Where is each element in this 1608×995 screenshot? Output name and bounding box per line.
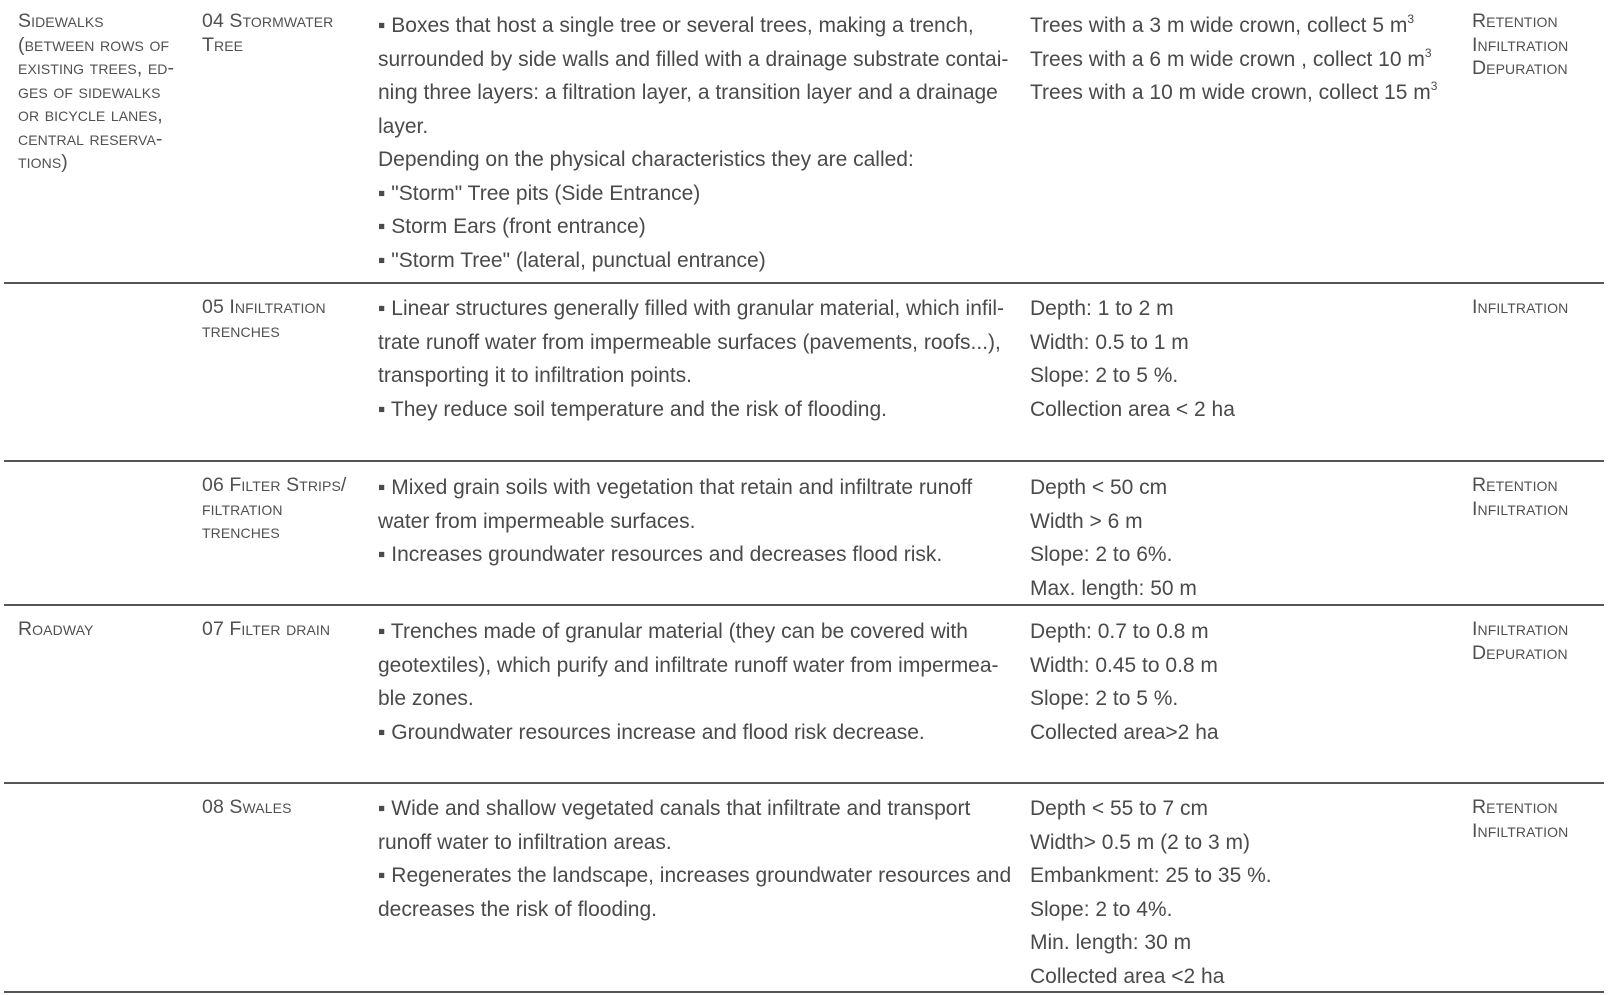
function-label: Depuration [1472,57,1568,79]
functions-cell [1472,474,1602,521]
dimension-line: Slope: 2 to 6%. [1030,543,1173,566]
row-divider [4,604,1604,606]
description-line: ▪ "Storm Tree" (lateral, punctual entrance) [378,248,766,272]
description-line: ▪ Increases groundwater resources and decreases flood risk. [378,543,943,566]
dimension-line: Slope: 2 to 5 %. [1030,364,1179,387]
dimensions-cell [1030,9,1450,110]
description-line: ▪ Regenerates the landscape, increases groundwater resources and [378,864,1012,887]
location-line: or bicycle lanes, [18,104,163,126]
description-cell [378,292,1010,426]
location-line: Sidewalks [18,10,104,32]
description-line: ▪ They reduce soil temperature and the risk of flooding. [378,397,888,421]
technique-name-line: Tree [202,33,244,56]
description-cell [378,9,1010,277]
dimension-line: Depth < 50 cm [1030,476,1168,499]
dimension-line: Width> 0.5 m (2 to 3 m) [1030,830,1250,854]
row-divider [4,782,1604,784]
technique-name [202,10,367,57]
dimension-line: Trees with a 3 m wide crown, collect 5 $m^3$ [1030,12,1415,37]
technique-name-line: 07 Filter drain [202,618,331,640]
dimensions-cell [1030,615,1450,749]
functions-cell [1472,796,1602,843]
description-line: water from impermeable surfaces. [378,509,696,533]
dimension-line: Depth: 1 to 2 m [1030,297,1174,320]
dimensions-cell [1030,792,1450,993]
description-cell [378,615,1010,749]
dimension-line: Min. length: 30 m [1030,931,1192,954]
location-line: central reserva- [18,127,163,150]
technique-name-line: trenches [202,521,280,543]
row-divider [4,282,1604,284]
function-label: Infiltration [1472,33,1569,56]
dimension-line: Trees with a 6 m wide crown , collect 10 $m^3$ [1030,45,1432,71]
location-line: tions) [18,151,68,173]
dimension-line: Collected area>2 ha [1030,720,1219,744]
technique-name-line: trenches [202,319,280,342]
functions-cell [1472,10,1602,81]
description-line: Depending on the physical characteristics they are called: [378,148,914,171]
function-label: Infiltration [1472,618,1569,640]
description-line: ▪ Linear structures generally filled with granular material, which infil- [378,297,1005,320]
technique-name [202,618,367,642]
technique-name-line: 06 Filter Strips/ [202,474,347,496]
functions-cell [1472,296,1602,320]
dimension-line: Depth < 55 to 7 cm [1030,797,1209,820]
dimension-line: Embankment: 25 to 35 %. [1030,864,1272,887]
function-label: Infiltration [1472,819,1569,842]
technique-name-line: 08 Swales [202,796,292,818]
function-label: Retention [1472,796,1558,818]
dimensions-cell [1030,292,1450,426]
location-line: Roadway [18,618,94,640]
dimension-line: Slope: 2 to 4%. [1030,897,1173,921]
technique-name-line: 04 Stormwater [202,10,334,32]
description-line: ning three layers: a filtration layer, a transition layer and a drainage [378,81,998,104]
description-line: geotextiles), which purify and infiltrate runoff water from impermea- [378,653,999,677]
description-line: ▪ Wide and shallow vegetated canals that infiltrate and transport [378,797,971,820]
description-line: layer. [378,114,429,138]
description-line: decreases the risk of flooding. [378,897,657,921]
function-label: Depuration [1472,641,1568,664]
description-line: trate runoff water from impermeable surfaces (pavements, roofs...), [378,330,1001,354]
dimension-line: Max. length: 50 m [1030,576,1197,600]
description-line: runoff water to infiltration areas. [378,830,672,854]
location-cell [18,10,178,175]
dimension-line: Width: 0.5 to 1 m [1030,330,1189,354]
location-cell [18,618,178,642]
description-cell [378,792,1010,926]
dimension-line: Width: 0.45 to 0.8 m [1030,653,1218,677]
description-cell [378,471,1010,572]
technique-name-line: 05 Infiltration [202,296,326,318]
function-label: Retention [1472,474,1558,496]
dimension-line: Collected area <2 ha [1030,964,1225,988]
function-label: Retention [1472,10,1558,32]
row-divider [4,991,1604,993]
technique-name-line: filtration [202,497,283,520]
description-line: surrounded by side walls and filled with a drainage substrate contai- [378,47,1009,71]
dimension-line: Slope: 2 to 5 %. [1030,687,1179,710]
dimensions-cell [1030,471,1450,605]
technique-name [202,474,367,545]
description-line: ▪ Mixed grain soils with vegetation that retain and infiltrate runoff [378,476,973,499]
description-line: ▪ Trenches made of granular material (they can be covered with [378,620,968,643]
description-line: ▪ Storm Ears (front entrance) [378,215,646,238]
description-line: transporting it to infiltration points. [378,364,692,387]
location-line: (between rows of [18,33,170,56]
dimension-line: Collection area < 2 ha [1030,397,1235,421]
technique-name [202,296,367,343]
function-label: Infiltration [1472,497,1569,520]
row-divider [4,460,1604,462]
dimension-line: Trees with a 10 m wide crown, collect 15 $m^3$ [1030,79,1438,104]
description-line: ▪ Groundwater resources increase and flood risk decrease. [378,720,925,744]
function-label: Infiltration [1472,296,1569,318]
dimension-line: Depth: 0.7 to 0.8 m [1030,620,1209,643]
location-line: existing trees, ed- [18,57,175,79]
technique-name [202,796,367,820]
description-line: ▪ Boxes that host a single tree or several trees, making a trench, [378,14,974,37]
location-line: ges of sidewalks [18,80,161,103]
functions-cell [1472,618,1602,665]
description-line: ▪ "Storm" Tree pits (Side Entrance) [378,181,701,205]
dimension-line: Width > 6 m [1030,509,1143,533]
description-line: ble zones. [378,687,474,710]
